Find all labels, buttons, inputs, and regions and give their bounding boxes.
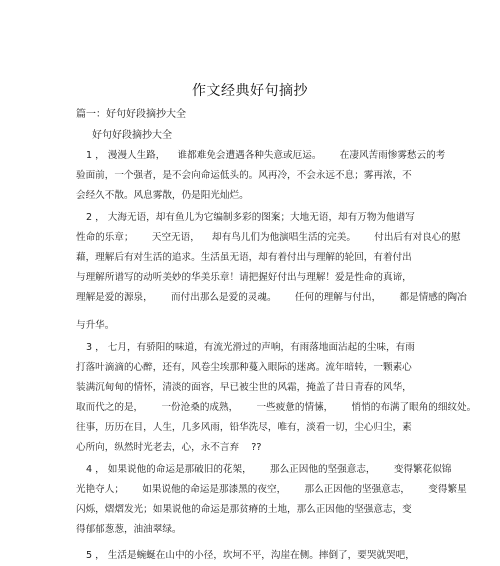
document-title: 作文经典好句摘抄 [192, 83, 308, 99]
paragraph-line: 1 ， 漫漫人生路， 谁都难免会遭遇各种失意或厄运。 在凄风苦雨惨雾愁云的考 [86, 150, 446, 161]
paragraph-line: 藉，理解后有对生活的追求。生活虽无语，却有着付出与理解的轮回，有着付出 [76, 252, 412, 263]
paragraph-line: 心所向，纵然时光老去，心，永不言弃 ?? [76, 442, 262, 453]
paragraph-line: 取而代之的是， 一份沧桑的成熟， 一些疲惫的情愫， 悄悄的布满了眼角的细纹处。 [76, 402, 477, 413]
paragraph-2 [76, 208, 467, 336]
paragraph-line: 打落叶滴滴的心醉，还有，风卷尘埃那种蔓入眼际的迷离。流年暗转，一颗素心 [76, 362, 412, 373]
paragraph-line: 得郁郁葱葱，油油翠绿。 [76, 524, 182, 535]
paragraph-line: 理解是爱的源泉， 而付出那么是爱的灵魂。 任何的理解与付出， 都是情感的陶冶 [76, 292, 467, 303]
paragraph-3 [76, 338, 477, 458]
paragraph-1 [76, 146, 446, 206]
sub-heading: 好句好段摘抄大全 [92, 130, 172, 141]
section-heading: 篇一：好句好段摘抄大全 [76, 109, 186, 120]
paragraph-line: 装满沉甸甸的情怀，清淡的面容，早已被尘世的风霜，掩盖了昔日青春的风华， [76, 382, 412, 393]
paragraph-line: 与升华。 [76, 320, 115, 331]
paragraph-line: 闪烁，熠熠发光；如果说他的命运是那贫瘠的土地，那么正因他的坚强意志，变 [76, 504, 412, 515]
paragraph-line: 3 ， 七月，有骄阳的味道，有流光滑过的声响，有雨落地面沾起的尘味，有雨 [86, 342, 415, 353]
paragraph-4 [76, 460, 467, 540]
paragraph-5 [76, 546, 436, 566]
paragraph-line: 2 ， 大海无语，却有鱼儿为它编制多彩的图案；大地无语，却有万物为他谱写 [86, 212, 415, 223]
paragraph-line: 光艳夺人； 如果说他的命运是那漆黑的夜空， 那么正因他的坚强意志， 变得繁星 [76, 484, 467, 495]
paragraph-line: 验面前，一个强者，是不会向命运低头的。风再冷，不会永远不息；雾再浓，不 [76, 170, 412, 181]
paragraph-line: 5 ， 生活是蜿蜒在山中的小径，坎坷不平，沟崖在侧。摔倒了，要哭就哭吧， [86, 550, 415, 561]
paragraph-line: 与理解所谱写的动听美妙的华美乐章！请把握好付出与理解！爱是性命的真谛， [76, 272, 412, 283]
paragraph-line: 4 ， 如果说他的命运是那破旧的花架， 那么正因他的坚强意志， 变得繁花似锦 [86, 464, 452, 475]
paragraph-line: 往事，历历在目，人生，几多风雨，铅华洗尽，唯有，淡看一切，尘心归尘，素 [76, 422, 412, 433]
paragraph-line: 会经久不散。风息雾散，仍是阳光灿烂。 [76, 190, 249, 201]
paragraph-line: 性命的乐章； 天空无语， 却有鸟儿们为他演唱生活的完美。 付出后有对良心的慰 [76, 232, 461, 243]
